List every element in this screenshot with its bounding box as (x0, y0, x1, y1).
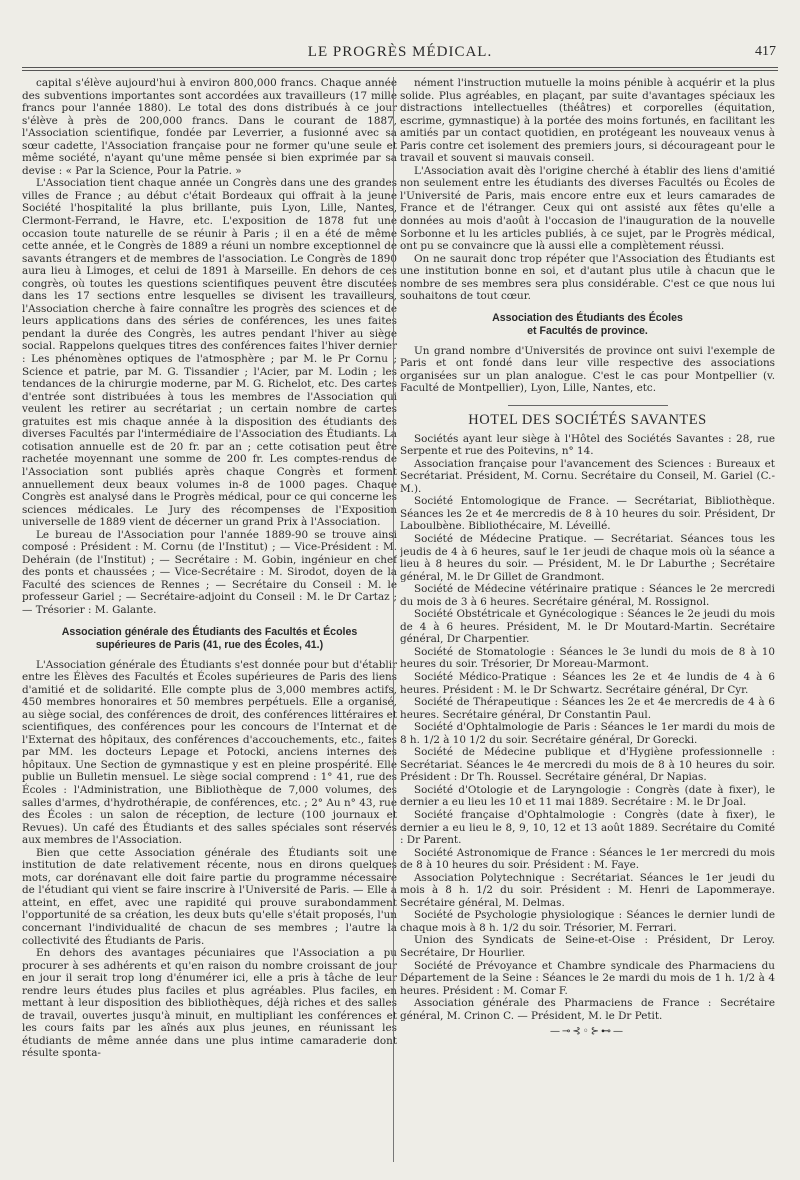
heading-line: et Facultés de province. (527, 324, 648, 337)
paragraph: Le bureau de l'Association pour l'année 1889-90 se trouve ainsi composé : Président : M. Cornu (de l'Institut) ; — Vice-Président : M. Dehérain (de l'Institut) ; — Secrétaire : M. Gobin, ingénieur en chef des ponts et chaussées ; — Vice-Secrétaire : M. Sirodot, doyen de la Faculté des sciences de Rennes ; — Secrétaire du Conseil : M. le professeur Gariel ; — Secrétaire-adjoint du Conseil : M. le Dr Cartaz ; — Trésorier : M. Galante. (22, 528, 397, 616)
society-entry: Société d'Ophtalmologie de Paris : Séances le 1er mardi du mois de 8 h. 1/2 à 10 1/2 du soir. Secrétaire général, Dr Gorecki. (400, 721, 775, 746)
heading-line: supérieures de Paris (41, rue des Écoles, 41.) (95, 638, 324, 651)
paragraph: L'Association tient chaque année un Congrès dans une des grandes villes de France ; au début c'était Bordeaux qui offrait à la jeune Société l'hospitalité la plus brillante, puis Lyon, Lille, Nantes, Clermont-Ferrand, le Havre, etc. L'exposition de 1878 fut une occasion toute naturelle de se réunir à Paris ; il en a été de même cette année, et le Congrès de 1889 a réuni un nombre exceptionnel de savants étrangers et de membres de l'association. Le Congrès de 1890 aura lieu à Limoges, et celui de 1891 à Marseille. En dehors de ces congrès, où toutes les questions scientifiques peuvent être discutées dans les 17 sections entre lesquelles se divisent les travailleurs, l'Association cherche à faire connaître les progrès des sciences et de leurs applications dans des séries de conférences, les unes faites pendant la durée des Congrès, les autres pendant l'hiver au siège social. Rappelons quelques titres des conférences faites l'hiver dernier : Les phénomènes optiques de l'atmosphère ; par M. le Pr Cornu ; Science et patrie, par M. G. Tissandier ; l'Acier, par M. Lodin ; les tendances de la chirurgie moderne, par M. G. Richelot, etc. Des cartes d'entrée sont distribuées à tous les membres de l'Association qui veulent les retirer au secrétariat ; un certain nombre de cartes gratuites est mis chaque année à la disposition des étudiants des diverses Facultés par l'intermédiaire de l'Association des Étudiants. La cotisation annuelle est de 20 fr. par an ; cette cotisation peut être rachetée moyennant une somme de 200 fr. Les comptes-rendus de l'Association sont publiés après chaque Congrès et forment annuellement deux beaux volumes in-8 de 1000 pages. Chaque Congrès est analysé dans le Progrès médical, pour ce qui concerne les sciences médicales. Le Jury des récompenses de l'Exposition universelle de 1889 vient de décerner un grand Prix à l'Association. (22, 177, 397, 529)
column-divider (393, 77, 394, 1162)
paragraph: capital s'élève aujourd'hui à environ 800,000 francs. Chaque année des subventions importantes sont accordées aux travailleurs (17 mille francs pour l'année 1880). Le total des dons distribués à ce jour s'élève à près de 200,000 francs. Dans le courant de 1887, l'Association scientifique, fondée par Leverrier, a fusionné avec sa sœur cadette, l'Association française pour ne former qu'une seule et même société, n'ayant qu'une même pensée si bien exprimée par sa devise : « Par la Science, Pour la Patrie. » (22, 77, 397, 177)
page-header (22, 44, 778, 64)
society-entry: Société de Prévoyance et Chambre syndicale des Pharmaciens du Département de la Seine : Séances le 2e mardi du mois de 1 h. 1/2 à 4 heures. Président : M. Comar F. (400, 959, 775, 997)
heading-line: Association générale des Étudiants des Facultés et Écoles (61, 625, 358, 638)
header-rule-top (22, 67, 778, 68)
page-number: 417 (755, 44, 776, 59)
society-entry: Société de Thérapeutique : Séances les 2e et 4e mercredis de 4 à 6 heures. Secrétaire général, Dr Constantin Paul. (400, 696, 775, 721)
paragraph: nément l'instruction mutuelle la moins pénible à acquérir et la plus solide. Plus agréables, en plaçant, par suite d'avantages spéciaux les distractions intellectuelles (théâtres) et corporelles (équitation, escrime, gymnastique) à la portée des moins fortunés, en facilitant les amitiés par un contact quotidien, en protégeant les nouveaux venus à Paris contre cet isolement des premiers jours, si décourageant pour le travail et souvent si mauvais conseil. (400, 77, 775, 165)
society-entry: Union des Syndicats de Seine-et-Oise : Président, Dr Leroy. Secrétaire, Dr Hourlier. (400, 934, 775, 959)
society-entry: Société Obstétricale et Gynécologique : Séances le 2e jeudi du mois de 4 à 6 heures. Président, M. le Dr Moutard-Martin. Secrétaire général, Dr Charpentier. (400, 608, 775, 646)
heading-line: Association des Étudiants des Écoles (492, 311, 683, 324)
left-column (22, 77, 397, 1167)
society-entry: Association Polytechnique : Secrétariat. Séances le 1er jeudi du mois à 8 h. 1/2 du soir. Président : M. Henri de Lapommeraye. Secrétaire général, M. Delmas. (400, 871, 775, 909)
society-entry: Société de Stomatologie : Séances le 3e lundi du mois de 8 à 10 heures du soir. Trésorier, Dr Moreau-Marmont. (400, 645, 775, 671)
society-entry: Société Entomologique de France. — Secrétariat, Bibliothèque. Séances les 2e et 4e mercredis de 8 à 10 heures du soir. Président, Dr Laboulbène. Bibliothécaire, M. Léveillé. (400, 495, 775, 533)
paragraph: En dehors des avantages pécuniaires que l'Association a pu procurer à ses adhérents et qu'en raison du nombre croissant de jour en jour il serait trop long d'énumérer ici, elle a pris à tâche de leur rendre leurs études plus faciles et plus agréables. Plus faciles, en mettant à leur disposition des bibliothèques, déjà riches et des salles de travail, ouvertes jusqu'à minuit, en multipliant les conférences et les cours faits par les aînés aux plus jeunes, en réunissant les étudiants de même année dans une plus intime camaraderie dont résulte sponta- (22, 947, 397, 1060)
header-rule-bottom (22, 70, 778, 71)
paragraph: Un grand nombre d'Universités de province ont suivi l'exemple de Paris et ont fondé dans leur ville respective des associations organisées sur un plan analogue. C'est le cas pour Montpellier (v. Faculté de Montpellier), Lyon, Lille, Nantes, etc. (400, 344, 775, 395)
paragraph: L'Association générale des Étudiants s'est donnée pour but d'établir entre les Élèves des Facultés et Écoles supérieures de Paris des liens d'amitié et de solidarité. Elle compte plus de 3,000 membres actifs, 450 membres honoraires et 50 membres perpétuels. Elle a organisé, au siège social, des conférences de droit, des conférences littéraires et scientifiques, des conférences pour les concours de l'Internat et de l'Externat des hôpitaux, des conférences d'accouchements, etc., faites par MM. les docteurs Lepage et Potocki, anciens internes des hôpitaux. Une Section de gymnastique y est en pleine prospérité. Elle publie un Bulletin mensuel. Le siège social comprend : 1° 41, rue des Écoles : l'Administration, une Bibliothèque de 7,000 volumes, des salles d'armes, d'hydrothérapie, de conférences, etc. ; 2° Au n° 43, rue des Écoles : un salon de réception, de lecture (100 journaux et Revues). Un café des Étudiants et des salles spéciales sont réservés aux membres de l'Association. (22, 658, 397, 847)
society-entry: Société de Psychologie physiologique : Séances le dernier lundi de chaque mois à 8 h. 1/2 du soir. Trésorier, M. Ferrari. (400, 909, 775, 934)
society-entry: Association générale des Pharmaciens de France : Secrétaire général, M. Crinon C. — Président, M. le Dr Petit. (400, 997, 775, 1022)
right-column (400, 77, 775, 1167)
society-entry: Société d'Otologie et de Laryngologie : Congrès (date à fixer), le dernier a eu lieu les 10 et 11 mai 1889. Secrétaire : M. le Dr Joal. (400, 783, 775, 809)
section-heading-province (400, 312, 775, 338)
section-divider (508, 405, 668, 406)
end-ornament-icon: —⊸⊰◦⊱⊷— (549, 1026, 626, 1038)
society-entry: Société de Médecine vétérinaire pratique : Séances le 2e mercredi du mois de 3 à 6 heures. Secrétaire général, M. Rossignol. (400, 583, 775, 608)
paragraph: Bien que cette Association générale des Étudiants soit une institution de date relativement récente, nous en dirons quelques mots, car dorénavant elle doit faire partie du programme nécessaire de l'étudiant qui vient se faire inscrire à l'Université de Paris. — Elle a atteint, en effet, avec une rapidité qui prouve surabondamment l'opportunité de sa création, les deux buts qu'elle s'était proposés, l'un concernant l'individualité de chacun de ses membres ; l'autre la collectivité des Étudiants de Paris. (22, 846, 397, 947)
paragraph: On ne saurait donc trop répéter que l'Association des Étudiants est une institution bonne en soi, et d'autant plus utile à chacun que le nombre de ses membres sera plus considérable. C'est ce que nous lui souhaitons de tout cœur. (400, 252, 775, 303)
society-entry: Société Astronomique de France : Séances le 1er mercredi du mois de 8 à 10 heures du soir. Président : M. Faye. (400, 846, 775, 872)
society-entry: Société française d'Ophtalmologie : Congrès (date à fixer), le dernier a eu lieu le 8, 9, 10, 12 et 13 août 1889. Secrétaire du Comité : Dr Parent. (400, 808, 775, 847)
paragraph: L'Association avait dès l'origine cherché à établir des liens d'amitié non seulement entre les étudiants des diverses Facultés ou Écoles de l'Université de Paris, mais encore entre eux et leurs camarades de France et de l'étranger. Ceux qui ont assisté aux fêtes qu'elle a données au mois d'août à l'occasion de l'inauguration de la nouvelle Sorbonne et lu les articles publiés, à ce sujet, par le Progrès médical, ont pu se convaincre que là aussi elle a complètement réussi. (400, 164, 775, 253)
journal-title: LE PROGRÈS MÉDICAL. (307, 44, 493, 60)
society-entry: Société de Médecine Pratique. — Secrétariat. Séances tous les jeudis de 4 à 6 heures, sauf le 1er jeudi de chaque mois où la séance a lieu à 8 heures du soir. — Président, M. le Dr Laburthe ; Secrétaire général, M. le Dr Gillet de Grandmont. (400, 532, 775, 583)
society-entry: Sociétés ayant leur siège à l'Hôtel des Sociétés Savantes : 28, rue Serpente et rue des Poitevins, n° 14. (400, 432, 775, 458)
society-entry: Société Médico-Pratique : Séances les 2e et 4e lundis de 4 à 6 heures. Président : M. le Dr Schwartz. Secrétaire général, Dr Cyr. (400, 670, 775, 696)
society-entry: Association française pour l'avancement des Sciences : Bureaux et Secrétariat. Président, M. Cornu. Secrétaire du Conseil, M. Gariel (C.-M.). (400, 457, 775, 495)
society-entry: Société de Médecine publique et d'Hygiène professionnelle : Secrétariat. Séances le 4e mercredi du mois de 8 à 10 heures du soir. Président : Dr Th. Roussel. Secrétaire général, Dr Napias. (400, 746, 775, 784)
section-heading-student-association (22, 626, 397, 652)
hotel-title: HOTEL DES SOCIÉTÉS SAVANTES (468, 412, 707, 429)
